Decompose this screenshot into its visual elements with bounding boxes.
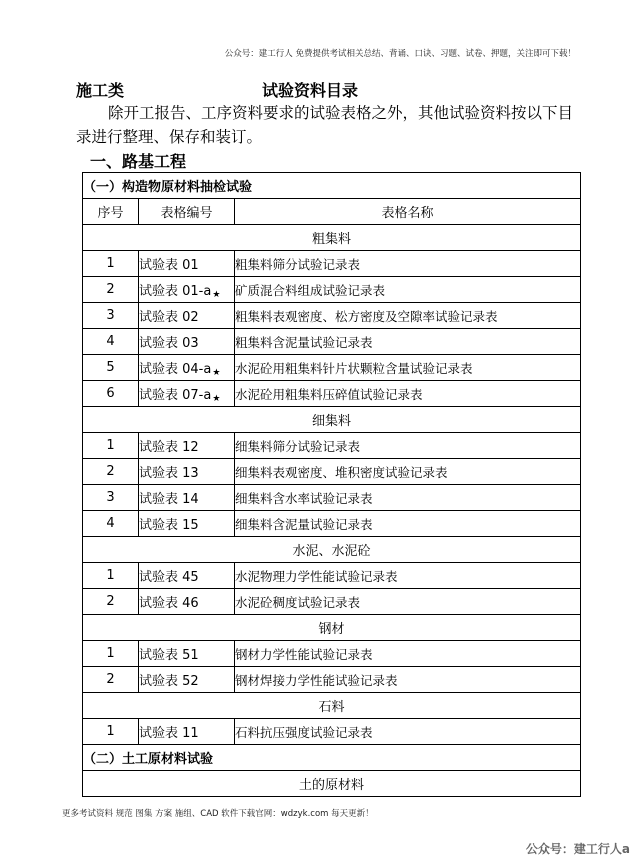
- form-code: 试验表 01-a: [139, 283, 212, 299]
- group-row: [83, 615, 581, 641]
- table-row: [83, 277, 581, 303]
- form-code: 试验表 15: [139, 518, 199, 533]
- group-row: [83, 407, 581, 433]
- form-name: 矿质混合料组成试验记录表: [235, 277, 581, 303]
- form-name: 细集料筛分试验记录表: [235, 433, 581, 459]
- section-heading: 一、路基工程: [90, 152, 187, 171]
- table-body: [83, 173, 581, 797]
- form-code: 试验表 52: [139, 674, 199, 689]
- row-number: 1: [83, 433, 139, 459]
- form-code-cell: [139, 563, 235, 589]
- form-code-cell: [139, 251, 235, 277]
- form-code-cell: [139, 355, 235, 381]
- table-row: [83, 589, 581, 615]
- row-number: 6: [83, 381, 139, 407]
- group-title: 细集料: [83, 407, 581, 433]
- form-code: 试验表 04-a: [139, 361, 212, 377]
- table-row: [83, 511, 581, 537]
- group-row: [83, 693, 581, 719]
- form-name: 粗集料筛分试验记录表: [235, 251, 581, 277]
- row-number: 2: [83, 459, 139, 485]
- column-header-no: 序号: [83, 199, 139, 225]
- form-code-cell: [139, 277, 235, 303]
- column-header-code: 表格编号: [139, 199, 235, 225]
- header-note: 公众号：建工行人 免费提供考试相关总结、背诵、口诀、习题、试卷、押题，关注即可下载！: [224, 49, 576, 59]
- row-number: 2: [83, 589, 139, 615]
- form-name: 粗集料表观密度、松方密度及空隙率试验记录表: [235, 303, 581, 329]
- form-name: 细集料含泥量试验记录表: [235, 511, 581, 537]
- row-number: 2: [83, 667, 139, 693]
- table-row: [83, 641, 581, 667]
- table-row: [83, 303, 581, 329]
- star-icon: ★: [212, 367, 221, 378]
- row-number: 1: [83, 563, 139, 589]
- table-row: [83, 251, 581, 277]
- table-row: [83, 355, 581, 381]
- form-code: 试验表 12: [139, 440, 199, 455]
- form-code: 试验表 07-a: [139, 387, 212, 403]
- table-row: [83, 485, 581, 511]
- group-title: 土的原材料: [83, 771, 581, 797]
- table-row: [83, 381, 581, 407]
- form-name: 水泥砼稠度试验记录表: [235, 589, 581, 615]
- title-row: [76, 78, 576, 100]
- table-row: [83, 719, 581, 745]
- form-code-cell: [139, 667, 235, 693]
- watermark: 公众号：建工行人a: [525, 842, 630, 856]
- star-icon: ★: [212, 393, 221, 404]
- form-code-cell: [139, 511, 235, 537]
- form-name: 细集料表观密度、堆积密度试验记录表: [235, 459, 581, 485]
- form-code: 试验表 02: [139, 310, 199, 325]
- header-row: [83, 199, 581, 225]
- form-code-cell: [139, 719, 235, 745]
- form-code-cell: [139, 329, 235, 355]
- table-row: [83, 667, 581, 693]
- group-row: [83, 537, 581, 563]
- row-number: 2: [83, 277, 139, 303]
- row-number: 3: [83, 303, 139, 329]
- group-row: [83, 771, 581, 797]
- intro-paragraph: 除开工报告、工序资料要求的试验表格之外，其他试验资料按以下目录进行整理、保存和装订。: [76, 104, 574, 146]
- table-row: [83, 563, 581, 589]
- footer-note: 更多考试资料 规范 图集 方案 施组、CAD 软件下载官网：wdzyk.com 每天更新！: [62, 809, 374, 819]
- column-header-name: 表格名称: [235, 199, 581, 225]
- subsection-title: （二）土工原材料试验: [83, 745, 581, 771]
- form-name: 石料抗压强度试验记录表: [235, 719, 581, 745]
- form-code-cell: [139, 381, 235, 407]
- page-title: 试验资料目录: [262, 81, 359, 100]
- group-title: 水泥、水泥砼: [83, 537, 581, 563]
- form-name: 钢材力学性能试验记录表: [235, 641, 581, 667]
- row-number: 3: [83, 485, 139, 511]
- test-records-table: [82, 172, 581, 797]
- form-name: 水泥砼用粗集料针片状颗粒含量试验记录表: [235, 355, 581, 381]
- row-number: 1: [83, 719, 139, 745]
- form-name: 粗集料含泥量试验记录表: [235, 329, 581, 355]
- form-code-cell: [139, 433, 235, 459]
- form-code: 试验表 45: [139, 570, 199, 585]
- row-number: 5: [83, 355, 139, 381]
- form-code-cell: [139, 641, 235, 667]
- form-code-cell: [139, 589, 235, 615]
- form-code: 试验表 01: [139, 258, 199, 273]
- group-row: [83, 225, 581, 251]
- subsection-row: [83, 745, 581, 771]
- form-code: 试验表 46: [139, 596, 199, 611]
- form-name: 水泥砼用粗集料压碎值试验记录表: [235, 381, 581, 407]
- form-name: 细集料含水率试验记录表: [235, 485, 581, 511]
- table-row: [83, 459, 581, 485]
- form-code: 试验表 11: [139, 726, 199, 741]
- subsection-row: [83, 173, 581, 199]
- form-code: 试验表 14: [139, 492, 199, 507]
- table-row: [83, 329, 581, 355]
- table-row: [83, 433, 581, 459]
- group-title: 石料: [83, 693, 581, 719]
- group-title: 钢材: [83, 615, 581, 641]
- row-number: 1: [83, 641, 139, 667]
- form-code: 试验表 51: [139, 648, 199, 663]
- form-code-cell: [139, 303, 235, 329]
- row-number: 4: [83, 329, 139, 355]
- category-label: 施工类: [76, 81, 125, 100]
- star-icon: ★: [212, 289, 221, 300]
- form-code: 试验表 03: [139, 336, 199, 351]
- group-title: 粗集料: [83, 225, 581, 251]
- subsection-title: （一）构造物原材料抽检试验: [83, 173, 581, 199]
- form-code: 试验表 13: [139, 466, 199, 481]
- form-code-cell: [139, 459, 235, 485]
- form-name: 水泥物理力学性能试验记录表: [235, 563, 581, 589]
- row-number: 1: [83, 251, 139, 277]
- row-number: 4: [83, 511, 139, 537]
- form-name: 钢材焊接力学性能试验记录表: [235, 667, 581, 693]
- form-code-cell: [139, 485, 235, 511]
